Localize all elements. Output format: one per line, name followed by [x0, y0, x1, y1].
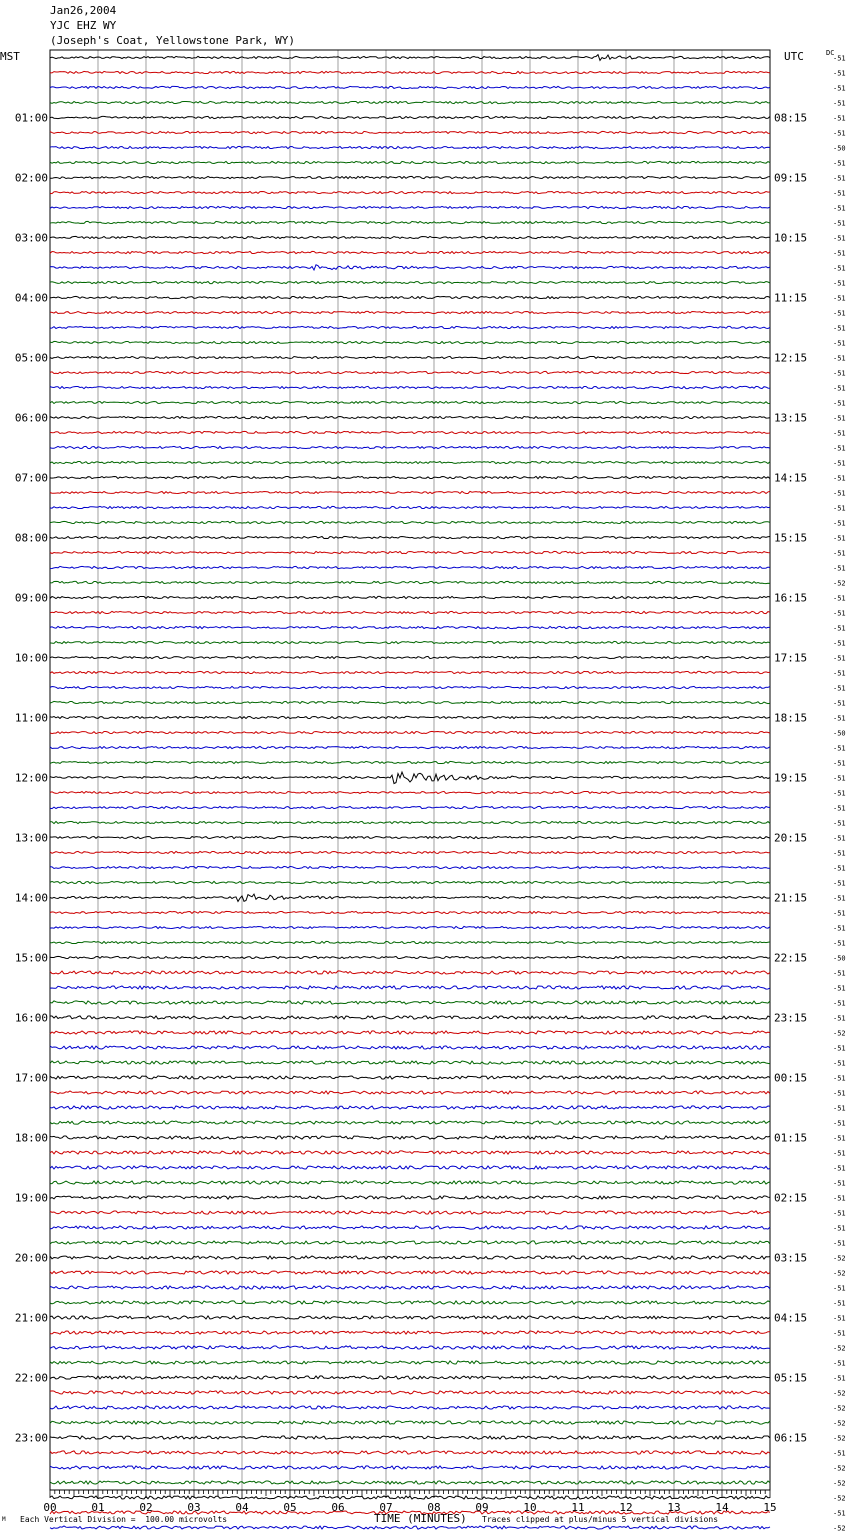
- x-tick-label: 07: [379, 1501, 393, 1514]
- utc-hour-label: 03:15: [774, 1251, 808, 1265]
- trace-line: [50, 536, 770, 538]
- trace-line: [50, 761, 770, 763]
- mst-hour-label: 19:00: [14, 1191, 48, 1205]
- dc-offset-label: -51: [833, 189, 846, 198]
- dc-offset-label: -51: [833, 654, 846, 663]
- mst-hour-label: 14:00: [14, 891, 48, 905]
- trace-line: [50, 386, 770, 388]
- dc-offset-label: -51: [833, 789, 846, 798]
- dc-offset-label: -51: [833, 1359, 846, 1368]
- dc-offset-label: -52: [833, 1464, 846, 1473]
- mst-hour-label: 17:00: [14, 1071, 48, 1085]
- trace-line: [50, 431, 770, 433]
- trace-line: [50, 686, 770, 688]
- trace-line: [50, 401, 770, 403]
- mst-hour-label: 21:00: [14, 1311, 48, 1325]
- utc-hour-label: 15:15: [774, 531, 808, 545]
- trace-line: [50, 1421, 770, 1424]
- trace-line: [50, 1361, 770, 1364]
- utc-hour-label: 23:15: [774, 1011, 808, 1025]
- trace-line: [50, 1301, 770, 1304]
- dc-offset-label: -51: [833, 714, 846, 723]
- trace-line: [50, 146, 770, 148]
- dc-offset-label: -51: [833, 1074, 846, 1083]
- dc-offset-label: -51: [833, 894, 846, 903]
- left-axis-title: MST: [0, 50, 20, 63]
- dc-offset-label: -51: [833, 489, 846, 498]
- x-axis-label: TIME (MINUTES): [374, 1512, 467, 1525]
- dc-offset-label: -51: [833, 804, 846, 813]
- mst-hour-label: 07:00: [14, 471, 48, 485]
- trace-line: [50, 1016, 770, 1019]
- trace-line: [50, 341, 770, 343]
- trace-line: [50, 596, 770, 598]
- station-location: (Joseph's Coat, Yellowstone Park, WY): [50, 34, 296, 47]
- trace-line: [50, 1346, 770, 1349]
- trace-line: [50, 1001, 770, 1004]
- x-tick-label: 05: [283, 1501, 297, 1514]
- mst-hour-label: 02:00: [14, 171, 48, 185]
- dc-offset-label: -51: [833, 1104, 846, 1113]
- dc-offset-label: -51: [833, 99, 846, 108]
- dc-offset-label: -51: [833, 1164, 846, 1173]
- dc-offset-label: -51: [833, 759, 846, 768]
- x-tick-label: 10: [523, 1501, 537, 1514]
- trace-line: [50, 1226, 770, 1229]
- dc-offset-label: -51: [833, 1119, 846, 1128]
- dc-offset-label: -51: [833, 669, 846, 678]
- trace-line: [50, 116, 770, 118]
- dc-offset-label: -51: [833, 939, 846, 948]
- trace-line: [50, 191, 770, 193]
- dc-offset-label: -51: [833, 159, 846, 168]
- trace-line: [50, 371, 770, 373]
- trace-line: [50, 461, 770, 463]
- mst-hour-label: 11:00: [14, 711, 48, 725]
- mst-hour-label: 13:00: [14, 831, 48, 845]
- dc-offset-label: -51: [833, 444, 846, 453]
- dc-offset-label: -51: [833, 924, 846, 933]
- trace-line: [50, 326, 770, 328]
- mst-hour-label: 16:00: [14, 1011, 48, 1025]
- dc-offset-label: -51: [833, 129, 846, 138]
- trace-line: [50, 101, 770, 103]
- dc-offset-label: -51: [833, 864, 846, 873]
- utc-hour-label: 09:15: [774, 171, 808, 185]
- dc-offset-label: -51: [833, 1179, 846, 1188]
- trace-line: [50, 1136, 770, 1139]
- dc-offset-label: -51: [833, 519, 846, 528]
- utc-hour-label: 04:15: [774, 1311, 808, 1325]
- dc-offset-label: -51: [833, 474, 846, 483]
- mst-hour-label: 04:00: [14, 291, 48, 305]
- dc-offset-label: -51: [833, 1194, 846, 1203]
- dc-offset-label: -52: [833, 1419, 846, 1428]
- trace-line: [50, 86, 770, 88]
- mst-hour-label: 03:00: [14, 231, 48, 245]
- utc-hour-label: 11:15: [774, 291, 808, 305]
- dc-offset-label: -51: [833, 1329, 846, 1338]
- dc-offset-label: -51: [833, 909, 846, 918]
- trace-line: [50, 1391, 770, 1394]
- dc-offset-label: -51: [833, 534, 846, 543]
- dc-offset-label: -51: [833, 1299, 846, 1308]
- trace-line: [50, 281, 770, 283]
- x-tick-label: 13: [667, 1501, 681, 1514]
- dc-offset-label: -50: [833, 729, 846, 738]
- utc-hour-label: 18:15: [774, 711, 808, 725]
- dc-offset-label: -51: [833, 504, 846, 513]
- mst-hour-label: 01:00: [14, 111, 48, 125]
- dc-offset-label: -51: [833, 204, 846, 213]
- dc-offset-label: -51: [833, 699, 846, 708]
- trace-line: [50, 1196, 770, 1199]
- trace-line: [50, 1166, 770, 1169]
- utc-hour-label: 17:15: [774, 651, 808, 665]
- utc-hour-label: 01:15: [774, 1131, 808, 1145]
- chart-date: Jan26,2004: [50, 4, 117, 17]
- dc-offset-label: -52: [833, 1029, 846, 1038]
- trace-line: [50, 806, 770, 808]
- trace-line: [50, 1106, 770, 1109]
- utc-hour-label: 13:15: [774, 411, 808, 425]
- trace-line: [50, 1286, 770, 1289]
- trace-line: [50, 1466, 770, 1469]
- trace-line: [50, 956, 770, 958]
- dc-offset-label: -51: [833, 1284, 846, 1293]
- mst-hour-label: 08:00: [14, 531, 48, 545]
- scale-note: Each Vertical Division = 100.00 microvolts: [20, 1515, 228, 1524]
- dc-offset-label: -51: [833, 1314, 846, 1323]
- utc-hour-label: 19:15: [774, 771, 808, 785]
- utc-hour-label: 00:15: [774, 1071, 808, 1085]
- x-tick-label: 08: [427, 1501, 441, 1514]
- trace-line: [50, 731, 770, 733]
- utc-hour-label: 05:15: [774, 1371, 808, 1385]
- mst-hour-label: 15:00: [14, 951, 48, 965]
- x-tick-label: 09: [475, 1501, 489, 1514]
- trace-line: [50, 236, 770, 238]
- trace-line: [50, 851, 770, 853]
- trace-line: [50, 1211, 770, 1214]
- dc-offset-label: -52: [833, 1404, 846, 1413]
- trace-line: [50, 671, 770, 673]
- dc-offset-label: -51: [833, 309, 846, 318]
- trace-line: [50, 1496, 770, 1499]
- dc-offset-label: -51: [833, 369, 846, 378]
- trace-line: [50, 941, 770, 943]
- trace-line: [50, 161, 770, 163]
- dc-offset-label: -51: [833, 594, 846, 603]
- trace-line: [50, 894, 770, 901]
- footer-mark: M: [2, 1516, 6, 1523]
- dc-offset-label: -51: [833, 1374, 846, 1383]
- trace-line: [50, 641, 770, 643]
- mst-hour-label: 18:00: [14, 1131, 48, 1145]
- trace-line: [50, 881, 770, 883]
- trace-line: [50, 521, 770, 523]
- dc-offset-label: -51: [833, 999, 846, 1008]
- dc-offset-label: -52: [833, 1389, 846, 1398]
- x-tick-label: 11: [571, 1501, 585, 1514]
- dc-offset-label: -51: [833, 849, 846, 858]
- dc-offset-label: -51: [833, 219, 846, 228]
- trace-line: [50, 55, 770, 61]
- trace-line: [50, 611, 770, 613]
- dc-offset-label: -51: [833, 564, 846, 573]
- trace-line: [50, 746, 770, 748]
- dc-offset-label: -52: [833, 1479, 846, 1488]
- trace-line: [50, 476, 770, 478]
- dc-offset-label: -51: [833, 1209, 846, 1218]
- utc-hour-label: 02:15: [774, 1191, 808, 1205]
- dc-offset-label: -52: [833, 1269, 846, 1278]
- dc-offset-label: -51: [833, 1089, 846, 1098]
- trace-line: [50, 1046, 770, 1049]
- trace-line: [50, 911, 770, 913]
- mst-hour-label: 05:00: [14, 351, 48, 365]
- trace-line: [50, 1031, 770, 1034]
- trace-line: [50, 446, 770, 448]
- dc-offset-label: -50: [833, 144, 846, 153]
- trace-line: [50, 1091, 770, 1094]
- dc-offset-label: -51: [833, 1014, 846, 1023]
- x-tick-label: 15: [763, 1501, 777, 1514]
- trace-line: [50, 656, 770, 658]
- trace-line: [50, 1316, 770, 1319]
- dc-offset-label: -51: [833, 744, 846, 753]
- trace-line: [50, 791, 770, 793]
- utc-hour-label: 08:15: [774, 111, 808, 125]
- trace-line: [50, 716, 770, 718]
- dc-offset-label: -51: [833, 1449, 846, 1458]
- trace-line: [50, 1376, 770, 1379]
- trace-line: [50, 926, 770, 928]
- trace-line: [50, 1061, 770, 1064]
- trace-line: [50, 1406, 770, 1409]
- trace-line: [50, 1151, 770, 1154]
- utc-hour-label: 14:15: [774, 471, 808, 485]
- x-tick-label: 04: [235, 1501, 249, 1514]
- trace-line: [50, 251, 770, 253]
- trace-line: [50, 1526, 770, 1529]
- trace-line: [50, 551, 770, 553]
- dc-offset-label: -51: [833, 84, 846, 93]
- trace-line: [50, 626, 770, 628]
- trace-line: [50, 772, 770, 783]
- mst-hour-label: 23:00: [14, 1431, 48, 1445]
- dc-offset-label: -51: [833, 834, 846, 843]
- trace-line: [50, 491, 770, 493]
- utc-hour-label: 21:15: [774, 891, 808, 905]
- dc-offset-label: -50: [833, 954, 846, 963]
- dc-offset-label: -51: [833, 639, 846, 648]
- trace-line: [50, 131, 770, 133]
- trace-line: [50, 1331, 770, 1334]
- dc-offset-label: -52: [833, 1344, 846, 1353]
- dc-offset-label: -51: [833, 234, 846, 243]
- trace-line: [50, 1121, 770, 1124]
- dc-offset-label: -51: [833, 414, 846, 423]
- dc-offset-label: -51: [833, 294, 846, 303]
- trace-line: [50, 1241, 770, 1244]
- dc-offset-label: -51: [833, 1044, 846, 1053]
- trace-line: [50, 971, 770, 974]
- trace-line: [50, 221, 770, 223]
- utc-hour-label: 10:15: [774, 231, 808, 245]
- mst-hour-label: 09:00: [14, 591, 48, 605]
- dc-offset-label: -51: [833, 984, 846, 993]
- dc-offset-label: -52: [833, 1434, 846, 1443]
- trace-line: [50, 1076, 770, 1079]
- clip-note: Traces clipped at plus/minus 5 vertical divisions: [482, 1515, 719, 1524]
- dc-offset-label: -51: [833, 879, 846, 888]
- mst-hour-label: 06:00: [14, 411, 48, 425]
- dc-offset-label: -51: [833, 339, 846, 348]
- right-axis-title: UTC: [784, 50, 804, 63]
- utc-hour-label: 12:15: [774, 351, 808, 365]
- station-code: YJC EHZ WY: [50, 19, 117, 32]
- dc-offset-label: -51: [833, 459, 846, 468]
- dc-offset-label: -51: [833, 1224, 846, 1233]
- trace-line: [50, 1451, 770, 1454]
- trace-line: [50, 821, 770, 823]
- trace-line: [50, 356, 770, 358]
- dc-offset-label: -51: [833, 114, 846, 123]
- dc-offset-label: -51: [833, 249, 846, 258]
- dc-offset-label: -51: [833, 774, 846, 783]
- utc-hour-label: 22:15: [774, 951, 808, 965]
- dc-offset-label: -51: [833, 684, 846, 693]
- utc-hour-label: 06:15: [774, 1431, 808, 1445]
- trace-line: [50, 506, 770, 508]
- dc-offset-label: -51: [833, 969, 846, 978]
- trace-line: [50, 1181, 770, 1184]
- dc-offset-label: -51: [833, 429, 846, 438]
- x-tick-label: 12: [619, 1501, 633, 1514]
- trace-line: [50, 265, 770, 270]
- utc-hour-label: 20:15: [774, 831, 808, 845]
- trace-line: [50, 206, 770, 208]
- trace-line: [50, 296, 770, 298]
- trace-line: [50, 1271, 770, 1274]
- dc-offset-label: -51: [833, 1134, 846, 1143]
- trace-line: [50, 311, 770, 313]
- mst-hour-label: 22:00: [14, 1371, 48, 1385]
- mst-hour-label: 12:00: [14, 771, 48, 785]
- trace-line: [50, 581, 770, 583]
- x-tick-label: 14: [715, 1501, 729, 1514]
- trace-line: [50, 416, 770, 418]
- mst-hour-label: 10:00: [14, 651, 48, 665]
- x-tick-label: 02: [139, 1501, 153, 1514]
- trace-line: [50, 986, 770, 989]
- trace-line: [50, 566, 770, 568]
- dc-offset-label: -51: [833, 174, 846, 183]
- mst-hour-label: 20:00: [14, 1251, 48, 1265]
- dc-offset-label: -51: [833, 549, 846, 558]
- dc-offset-label: -51: [833, 69, 846, 78]
- x-tick-label: 03: [187, 1501, 201, 1514]
- dc-offset-label: -52: [833, 1494, 846, 1503]
- trace-line: [50, 71, 770, 73]
- utc-hour-label: 16:15: [774, 591, 808, 605]
- trace-line: [50, 176, 770, 178]
- dc-offset-label: -51: [833, 54, 846, 63]
- dc-offset-label: -51: [833, 324, 846, 333]
- trace-line: [50, 701, 770, 703]
- dc-offset-label: -51: [833, 1059, 846, 1068]
- dc-offset-label: -51: [833, 1509, 846, 1518]
- trace-line: [50, 866, 770, 868]
- dc-offset-label: -51: [833, 609, 846, 618]
- dc-offset-label: -51: [833, 264, 846, 273]
- dc-offset-label: -51: [833, 819, 846, 828]
- x-tick-label: 06: [331, 1501, 345, 1514]
- x-tick-label: 01: [91, 1501, 105, 1514]
- dc-offset-label: -52: [833, 1524, 846, 1533]
- dc-offset-label: -51: [833, 399, 846, 408]
- trace-line: [50, 1256, 770, 1259]
- dc-offset-label: -52: [833, 579, 846, 588]
- trace-line: [50, 1436, 770, 1439]
- trace-line: [50, 1481, 770, 1484]
- dc-offset-label: -51: [833, 1149, 846, 1158]
- dc-offset-label: -51: [833, 354, 846, 363]
- dc-title: DC: [826, 49, 835, 57]
- dc-offset-label: -51: [833, 624, 846, 633]
- x-tick-label: 00: [43, 1501, 57, 1514]
- dc-offset-label: -51: [833, 384, 846, 393]
- dc-offset-label: -51: [833, 1239, 846, 1248]
- dc-offset-label: -51: [833, 279, 846, 288]
- trace-line: [50, 836, 770, 838]
- dc-offset-label: -52: [833, 1254, 846, 1263]
